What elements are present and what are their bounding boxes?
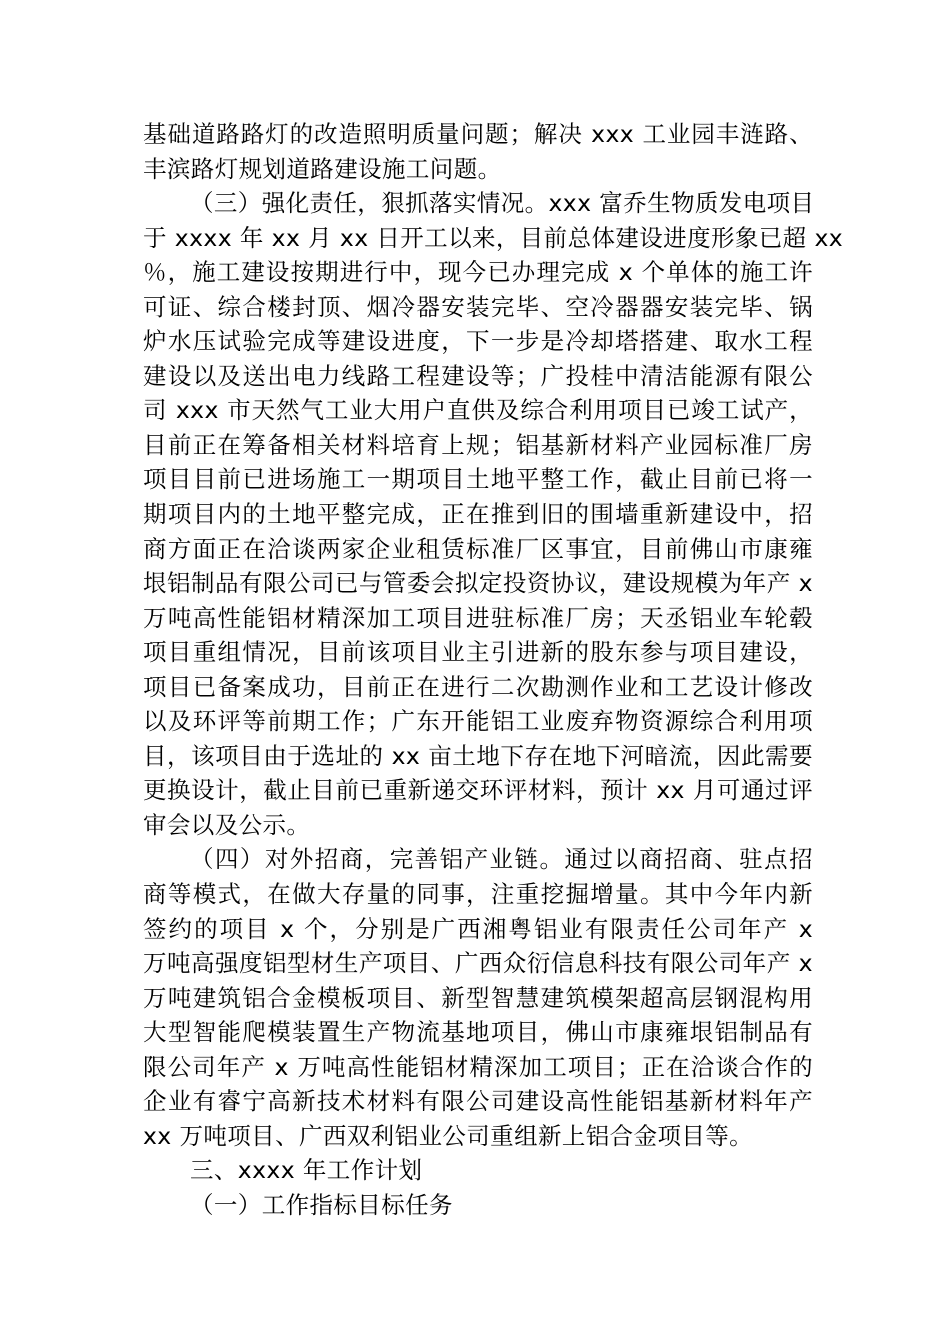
text-line: xx 万吨项目、广西双利铝业公司重组新上铝合金项目等。 bbox=[143, 1121, 754, 1150]
text-line: 万吨建筑铝合金模板项目、新型智慧建筑模架超高层钢混构用 bbox=[143, 983, 813, 1012]
text-line: 期项目内的土地平整完成，正在推到旧的围墙重新建设中，招 bbox=[143, 500, 813, 529]
text-line: 司 xxx 市天然气工业大用户直供及综合利用项目已竣工试产， bbox=[143, 396, 813, 425]
text-line: 目，该项目由于选址的 xx 亩土地下存在地下河暗流，因此需要 bbox=[143, 741, 813, 770]
text-line: 垠铝制品有限公司已与管委会拟定投资协议，建设规模为年产 x bbox=[143, 569, 813, 598]
text-line: 项目已备案成功，目前正在进行二次勘测作业和工艺设计修改 bbox=[143, 672, 813, 701]
text-line: 企业有睿宁高新技术材料有限公司建设高性能铝基新材料年产 bbox=[143, 1087, 813, 1116]
section-heading-work-plan: 三、xxxx 年工作计划 bbox=[190, 1156, 423, 1185]
text-line: 可证、综合楼封顶、烟冷器安装完毕、空冷器器安装完毕、锅 bbox=[143, 292, 813, 321]
text-line: 以及环评等前期工作；广东开能铝工业废弃物资源综合利用项 bbox=[143, 707, 813, 736]
subsection-heading-targets: （一）工作指标目标任务 bbox=[190, 1190, 453, 1219]
document-body bbox=[143, 117, 844, 1223]
text-line: 限公司年产 x 万吨高性能铝材精深加工项目；正在洽谈合作的 bbox=[143, 1052, 813, 1081]
text-line: 目前正在筹备相关材料培育上规；铝基新材料产业园标准厂房 bbox=[143, 430, 813, 459]
text-line: 项目目前已进场施工一期项目土地平整工作，截止目前已将一 bbox=[143, 465, 813, 494]
section-three-heading: （三）强化责任，狠抓落实情况。xxx 富乔生物质发电项目 bbox=[190, 189, 815, 218]
text-line: 商等模式，在做大存量的同事，注重挖掘增量。其中今年内新 bbox=[143, 880, 813, 909]
text-line: 基础道路路灯的改造照明质量问题；解决 xxx 工业园丰涟路、 bbox=[143, 120, 813, 148]
text-line: 大型智能爬模装置生产物流基地项目，佛山市康雍垠铝制品有 bbox=[143, 1018, 813, 1047]
section-four-heading: （四）对外招商，完善铝产业链。通过以商招商、驻点招 bbox=[190, 845, 813, 874]
text-line: 建设以及送出电力线路工程建设等；广投桂中清洁能源有限公 bbox=[143, 361, 813, 390]
text-line: 项目重组情况，目前该项目业主引进新的股东参与项目建设， bbox=[143, 638, 813, 667]
text-line: 万吨高强度铝型材生产项目、广西众衍信息科技有限公司年产 x bbox=[143, 949, 813, 978]
text-line: 更换设计，截止目前已重新递交环评材料，预计 xx 月可通过评 bbox=[143, 776, 813, 805]
text-line: 签约的项目 x 个，分别是广西湘粤铝业有限责任公司年产 x bbox=[143, 914, 813, 943]
text-line: 丰滨路灯规划道路建设施工问题。 bbox=[143, 154, 502, 183]
text-line: 审会以及公示。 bbox=[143, 810, 311, 839]
text-line: ％，施工建设按期进行中，现今已办理完成 x 个单体的施工许 bbox=[143, 258, 813, 287]
text-line: 商方面正在洽谈两家企业租赁标准厂区事宜，目前佛山市康雍 bbox=[143, 534, 813, 563]
text-line: 于 xxxx 年 xx 月 xx 日开工以来，目前总体建设进度形象已超 xx bbox=[143, 223, 844, 252]
text-line: 炉水压试验完成等建设进度，下一步是冷却塔搭建、取水工程 bbox=[143, 327, 813, 356]
text-line: 万吨高性能铝材精深加工项目进驻标准厂房；天丞铝业车轮毂 bbox=[143, 603, 813, 632]
